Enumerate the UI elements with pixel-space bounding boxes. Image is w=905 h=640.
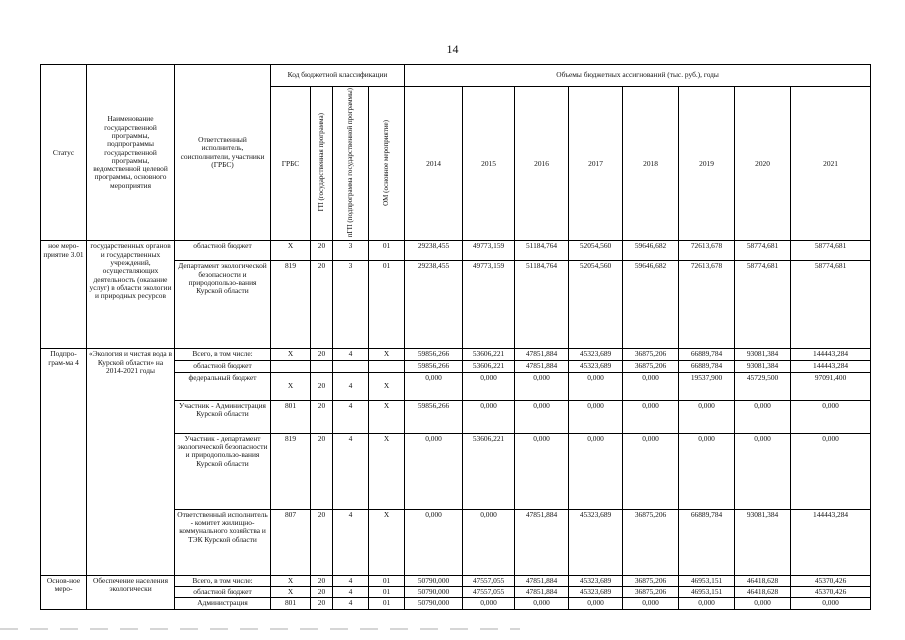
value-cell: 51184,764 bbox=[515, 261, 569, 349]
value-cell: 47557,055 bbox=[463, 587, 515, 598]
gp-cell: 20 bbox=[311, 261, 333, 349]
header-year: 2018 bbox=[623, 87, 679, 241]
header-budget-code: Код бюджетной классификации bbox=[271, 65, 405, 87]
responsible-cell: федеральный бюджет bbox=[175, 372, 271, 400]
value-cell: 47851,884 bbox=[515, 509, 569, 575]
gp-cell: 20 bbox=[311, 575, 333, 586]
value-cell: 0,000 bbox=[735, 598, 791, 609]
om-cell: X bbox=[369, 433, 405, 509]
grbs-cell: 819 bbox=[271, 433, 311, 509]
value-cell: 0,000 bbox=[463, 598, 515, 609]
gp-cell: 20 bbox=[311, 598, 333, 609]
value-cell: 45323,689 bbox=[569, 575, 623, 586]
header-volumes: Объемы бюджетных ассигнований (тыс. руб.), годы bbox=[405, 65, 871, 87]
value-cell: 0,000 bbox=[569, 598, 623, 609]
value-cell: 46418,628 bbox=[735, 587, 791, 598]
value-cell: 45370,426 bbox=[791, 575, 871, 586]
value-cell: 93081,384 bbox=[735, 349, 791, 361]
grbs-cell: 801 bbox=[271, 400, 311, 433]
header-pgp-text: пГП (подпрограмма государственной программы) bbox=[345, 88, 354, 238]
table-row bbox=[41, 575, 871, 586]
gp-cell: 20 bbox=[311, 400, 333, 433]
value-cell: 59856,266 bbox=[405, 400, 463, 433]
value-cell: 66889,784 bbox=[679, 361, 735, 372]
status-cell: Основ-ное меро- bbox=[41, 575, 87, 609]
om-cell: 01 bbox=[369, 598, 405, 609]
value-cell: 47557,055 bbox=[463, 575, 515, 586]
value-cell: 0,000 bbox=[735, 433, 791, 509]
value-cell: 66889,784 bbox=[679, 349, 735, 361]
om-cell: X bbox=[369, 509, 405, 575]
header-year: 2015 bbox=[463, 87, 515, 241]
value-cell: 50790,000 bbox=[405, 598, 463, 609]
value-cell: 97091,400 bbox=[791, 372, 871, 400]
value-cell: 0,000 bbox=[515, 433, 569, 509]
gp-cell: 20 bbox=[311, 372, 333, 400]
value-cell: 59646,682 bbox=[623, 261, 679, 349]
value-cell: 0,000 bbox=[623, 598, 679, 609]
header-name: Наименование государственной программы, подпрограммы государственной программы, ведомственной целевой программы, основного мероприятия bbox=[87, 65, 175, 241]
pgp-cell: 4 bbox=[333, 598, 369, 609]
pgp-cell: 3 bbox=[333, 241, 369, 261]
value-cell: 0,000 bbox=[623, 400, 679, 433]
pgp-cell: 4 bbox=[333, 433, 369, 509]
om-cell bbox=[369, 361, 405, 372]
value-cell: 45323,689 bbox=[569, 587, 623, 598]
value-cell: 29238,455 bbox=[405, 241, 463, 261]
value-cell: 51184,764 bbox=[515, 241, 569, 261]
value-cell: 59856,266 bbox=[405, 361, 463, 372]
om-cell: X bbox=[369, 349, 405, 361]
grbs-cell: 807 bbox=[271, 509, 311, 575]
responsible-cell: областной бюджет bbox=[175, 587, 271, 598]
value-cell: 47851,884 bbox=[515, 575, 569, 586]
grbs-cell: 801 bbox=[271, 598, 311, 609]
value-cell: 47851,884 bbox=[515, 361, 569, 372]
grbs-cell bbox=[271, 361, 311, 372]
value-cell: 0,000 bbox=[735, 400, 791, 433]
value-cell: 0,000 bbox=[515, 400, 569, 433]
pgp-cell: 4 bbox=[333, 400, 369, 433]
value-cell: 52054,560 bbox=[569, 261, 623, 349]
responsible-cell: Департамент экологической безопасности и природопользо-вания Курской области bbox=[175, 261, 271, 349]
value-cell: 144443,284 bbox=[791, 361, 871, 372]
value-cell: 52054,560 bbox=[569, 241, 623, 261]
responsible-cell: Всего, в том числе: bbox=[175, 349, 271, 361]
value-cell: 0,000 bbox=[515, 372, 569, 400]
value-cell: 36875,206 bbox=[623, 575, 679, 586]
header-om bbox=[369, 87, 405, 241]
value-cell: 72613,678 bbox=[679, 261, 735, 349]
value-cell: 0,000 bbox=[569, 372, 623, 400]
table-row bbox=[41, 349, 871, 361]
name-cell: государственных органов и государственных учреждений, осуществляющих деятельность (оказание услуг) в области экологии и природных ресурсов bbox=[87, 241, 175, 349]
header-year: 2019 bbox=[679, 87, 735, 241]
value-cell: 0,000 bbox=[569, 433, 623, 509]
value-cell: 45729,500 bbox=[735, 372, 791, 400]
value-cell: 0,000 bbox=[791, 598, 871, 609]
value-cell: 53606,221 bbox=[463, 433, 515, 509]
header-year: 2017 bbox=[569, 87, 623, 241]
status-cell: ное меро-приятие 3.01 bbox=[41, 241, 87, 349]
header-year: 2014 bbox=[405, 87, 463, 241]
value-cell: 93081,384 bbox=[735, 361, 791, 372]
gp-cell: 20 bbox=[311, 587, 333, 598]
header-status: Статус bbox=[41, 65, 87, 241]
value-cell: 49773,159 bbox=[463, 261, 515, 349]
value-cell: 58774,681 bbox=[735, 261, 791, 349]
om-cell: 01 bbox=[369, 587, 405, 598]
value-cell: 0,000 bbox=[679, 598, 735, 609]
page-number: 14 bbox=[446, 42, 459, 56]
responsible-cell: Всего, в том числе: bbox=[175, 575, 271, 586]
om-cell: 01 bbox=[369, 241, 405, 261]
grbs-cell: X bbox=[271, 587, 311, 598]
value-cell: 0,000 bbox=[463, 509, 515, 575]
header-pgp bbox=[333, 87, 369, 241]
value-cell: 0,000 bbox=[405, 372, 463, 400]
value-cell: 144443,284 bbox=[791, 509, 871, 575]
value-cell: 53606,221 bbox=[463, 349, 515, 361]
value-cell: 45323,689 bbox=[569, 349, 623, 361]
header-om-text: ОМ (основное мероприятие) bbox=[381, 119, 390, 206]
pgp-cell: 4 bbox=[333, 349, 369, 361]
grbs-cell: X bbox=[271, 241, 311, 261]
pgp-cell: 4 bbox=[333, 509, 369, 575]
status-cell: Подпро-грам-ма 4 bbox=[41, 349, 87, 575]
value-cell: 0,000 bbox=[515, 598, 569, 609]
grbs-cell: 819 bbox=[271, 261, 311, 349]
header-year: 2021 bbox=[791, 87, 871, 241]
value-cell: 36875,206 bbox=[623, 509, 679, 575]
header-responsible: Ответственный исполнитель, соисполнители, участники (ГРБС) bbox=[175, 65, 271, 241]
header-gp-text: ГП (государственная программа) bbox=[316, 113, 325, 212]
value-cell: 0,000 bbox=[405, 433, 463, 509]
pgp-cell: 4 bbox=[333, 575, 369, 586]
responsible-cell: областной бюджет bbox=[175, 361, 271, 372]
value-cell: 0,000 bbox=[463, 400, 515, 433]
header-year: 2020 bbox=[735, 87, 791, 241]
header-year: 2016 bbox=[515, 87, 569, 241]
gp-cell: 20 bbox=[311, 433, 333, 509]
value-cell: 0,000 bbox=[623, 433, 679, 509]
responsible-cell: Ответственный исполнитель - комитет жилищно-коммунального хозяйства и ТЭК Курской области bbox=[175, 509, 271, 575]
responsible-cell: Администрация bbox=[175, 598, 271, 609]
value-cell: 0,000 bbox=[569, 400, 623, 433]
responsible-cell: областной бюджет bbox=[175, 241, 271, 261]
om-cell: X bbox=[369, 400, 405, 433]
value-cell: 45323,689 bbox=[569, 509, 623, 575]
value-cell: 0,000 bbox=[405, 509, 463, 575]
pgp-cell: 4 bbox=[333, 587, 369, 598]
header-grbs: ГРБС bbox=[271, 87, 311, 241]
header-gp bbox=[311, 87, 333, 241]
value-cell: 59646,682 bbox=[623, 241, 679, 261]
gp-cell bbox=[311, 361, 333, 372]
value-cell: 46418,628 bbox=[735, 575, 791, 586]
value-cell: 47851,884 bbox=[515, 587, 569, 598]
value-cell: 29238,455 bbox=[405, 261, 463, 349]
pgp-cell: 4 bbox=[333, 372, 369, 400]
grbs-cell: X bbox=[271, 349, 311, 361]
value-cell: 0,000 bbox=[463, 372, 515, 400]
value-cell: 66889,784 bbox=[679, 509, 735, 575]
value-cell: 36875,206 bbox=[623, 361, 679, 372]
value-cell: 72613,678 bbox=[679, 241, 735, 261]
value-cell: 47851,884 bbox=[515, 349, 569, 361]
om-cell: X bbox=[369, 372, 405, 400]
value-cell: 45370,426 bbox=[791, 587, 871, 598]
value-cell: 46953,151 bbox=[679, 575, 735, 586]
om-cell: 01 bbox=[369, 261, 405, 349]
value-cell: 49773,159 bbox=[463, 241, 515, 261]
responsible-cell: Участник - департамент экологической безопасности и природопользо-вания Курской области bbox=[175, 433, 271, 509]
value-cell: 0,000 bbox=[791, 433, 871, 509]
pgp-cell: 3 bbox=[333, 261, 369, 349]
name-cell: Обеспечение населения экологически bbox=[87, 575, 175, 609]
budget-table bbox=[40, 64, 871, 610]
pgp-cell bbox=[333, 361, 369, 372]
value-cell: 50790,000 bbox=[405, 587, 463, 598]
value-cell: 50790,000 bbox=[405, 575, 463, 586]
grbs-cell: X bbox=[271, 372, 311, 400]
name-cell: «Экология и чистая вода в Курской области» на 2014-2021 годы bbox=[87, 349, 175, 575]
value-cell: 19537,900 bbox=[679, 372, 735, 400]
value-cell: 46953,151 bbox=[679, 587, 735, 598]
gp-cell: 20 bbox=[311, 349, 333, 361]
om-cell: 01 bbox=[369, 575, 405, 586]
scan-artifact bbox=[0, 628, 520, 630]
gp-cell: 20 bbox=[311, 509, 333, 575]
gp-cell: 20 bbox=[311, 241, 333, 261]
value-cell: 36875,206 bbox=[623, 349, 679, 361]
value-cell: 36875,206 bbox=[623, 587, 679, 598]
value-cell: 45323,689 bbox=[569, 361, 623, 372]
value-cell: 53606,221 bbox=[463, 361, 515, 372]
value-cell: 59856,266 bbox=[405, 349, 463, 361]
value-cell: 0,000 bbox=[791, 400, 871, 433]
value-cell: 58774,681 bbox=[735, 241, 791, 261]
value-cell: 0,000 bbox=[679, 433, 735, 509]
value-cell: 0,000 bbox=[623, 372, 679, 400]
table-row bbox=[41, 241, 871, 261]
value-cell: 58774,681 bbox=[791, 261, 871, 349]
value-cell: 144443,284 bbox=[791, 349, 871, 361]
responsible-cell: Участник - Администрация Курской области bbox=[175, 400, 271, 433]
value-cell: 0,000 bbox=[679, 400, 735, 433]
grbs-cell: X bbox=[271, 575, 311, 586]
value-cell: 58774,681 bbox=[791, 241, 871, 261]
value-cell: 93081,384 bbox=[735, 509, 791, 575]
